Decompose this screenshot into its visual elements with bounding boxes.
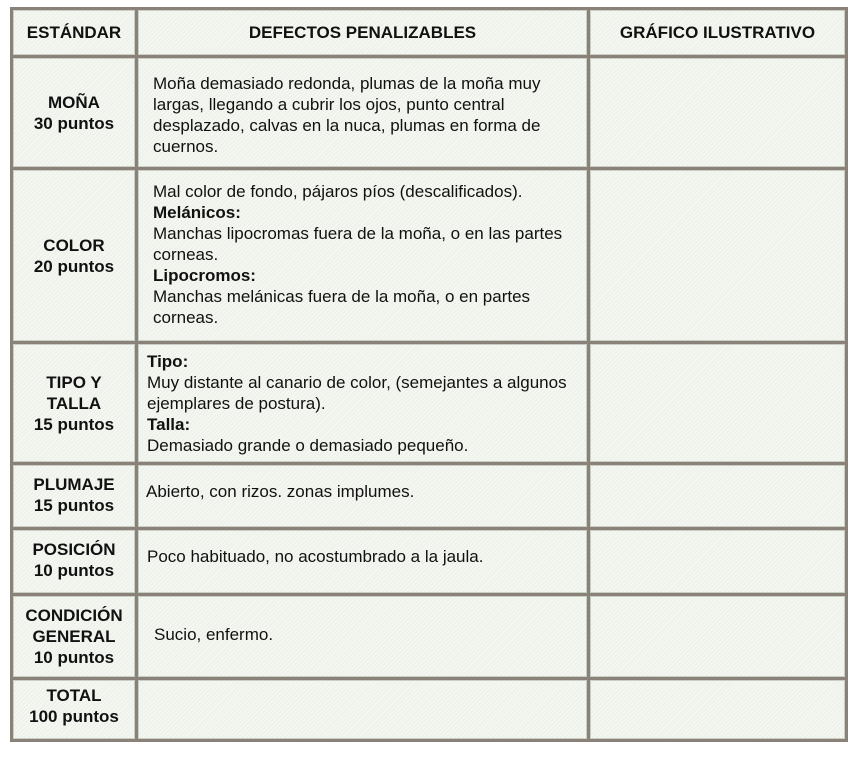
graphic-cell-plumaje (590, 465, 845, 527)
defects-cell-plumaje (138, 465, 587, 527)
standard-cell-color (13, 170, 135, 341)
defect-text: Manchas melánicas fuera de la moña, o en partes corneas. (153, 287, 531, 327)
defects-cell-total (138, 680, 587, 739)
defect-text: Manchas lipocromas fuera de la moña, o en las partes corneas. (153, 224, 563, 264)
standard-points: 10 puntos (33, 561, 115, 580)
header-standard (13, 10, 135, 55)
standard-name: COLOR (43, 235, 105, 255)
standard-name: TOTAL (46, 686, 102, 705)
defect-text: Mal color de fondo, pájaros píos (descalificados). (153, 182, 523, 201)
standard-points: 10 puntos (33, 648, 115, 667)
defect-text: Sucio, enfermo. (154, 625, 274, 644)
defect-text: Abierto, con rizos. zonas implumes. (146, 482, 415, 501)
defect-subheading-lipocromos: Lipocromos: (153, 266, 256, 285)
standard-cell-condicion (13, 596, 135, 677)
standard-name: CONDICIÓN (25, 606, 123, 625)
graphic-cell-tipo-talla (590, 344, 845, 462)
standard-cell-total (13, 680, 135, 739)
standard-points: 15 puntos (33, 414, 115, 434)
standard-cell-plumaje (13, 465, 135, 527)
graphic-cell-mona (590, 58, 845, 167)
defect-text: Muy distante al canario de color, (semejantes a algunos ejemplares de postura). (147, 373, 567, 413)
standard-cell-posicion (13, 530, 135, 593)
graphic-cell-condicion (590, 596, 845, 677)
standard-points: 30 puntos (33, 113, 115, 133)
defect-subheading-tipo: Tipo: (147, 352, 189, 371)
standard-name: POSICIÓN (32, 540, 116, 559)
standard-cell-mona (13, 58, 135, 167)
graphic-cell-total (590, 680, 845, 739)
header-defects-label: DEFECTOS PENALIZABLES (248, 22, 477, 42)
header-graphic-label: GRÁFICO ILUSTRATIVO (619, 23, 816, 42)
standard-name: PLUMAJE (33, 475, 115, 494)
defects-cell-tipo-talla (138, 344, 587, 462)
graphic-cell-color (590, 170, 845, 341)
header-defects (138, 10, 587, 55)
defect-text: Poco habituado, no acostumbrado a la jaula. (147, 547, 484, 566)
standards-table (10, 7, 848, 742)
defect-text: Demasiado grande o demasiado pequeño. (147, 436, 469, 455)
defects-cell-condicion (138, 596, 587, 677)
defects-cell-posicion (138, 530, 587, 593)
standard-name: GENERAL (32, 627, 116, 646)
defect-text: Moña demasiado redonda, plumas de la moña muy largas, llegando a cubrir los ojos, punto central desplazado, calvas en la nuca, plumas en forma de cuernos. (153, 74, 541, 156)
standard-cell-tipo-talla (13, 344, 135, 462)
standard-points: 100 puntos (29, 707, 119, 726)
defects-cell-color (138, 170, 587, 341)
graphic-cell-posicion (590, 530, 845, 593)
defects-cell-mona (138, 58, 587, 167)
standard-name: TALLA (46, 393, 102, 413)
standard-name: MOÑA (48, 92, 100, 112)
standard-points: 15 puntos (33, 496, 115, 515)
defect-subheading-melanicos: Melánicos: (153, 203, 241, 222)
header-graphic (590, 10, 845, 55)
standard-name: TIPO Y (46, 372, 102, 392)
header-standard-label: ESTÁNDAR (26, 22, 122, 42)
standard-points: 20 puntos (33, 256, 115, 276)
defect-subheading-talla: Talla: (147, 415, 191, 434)
